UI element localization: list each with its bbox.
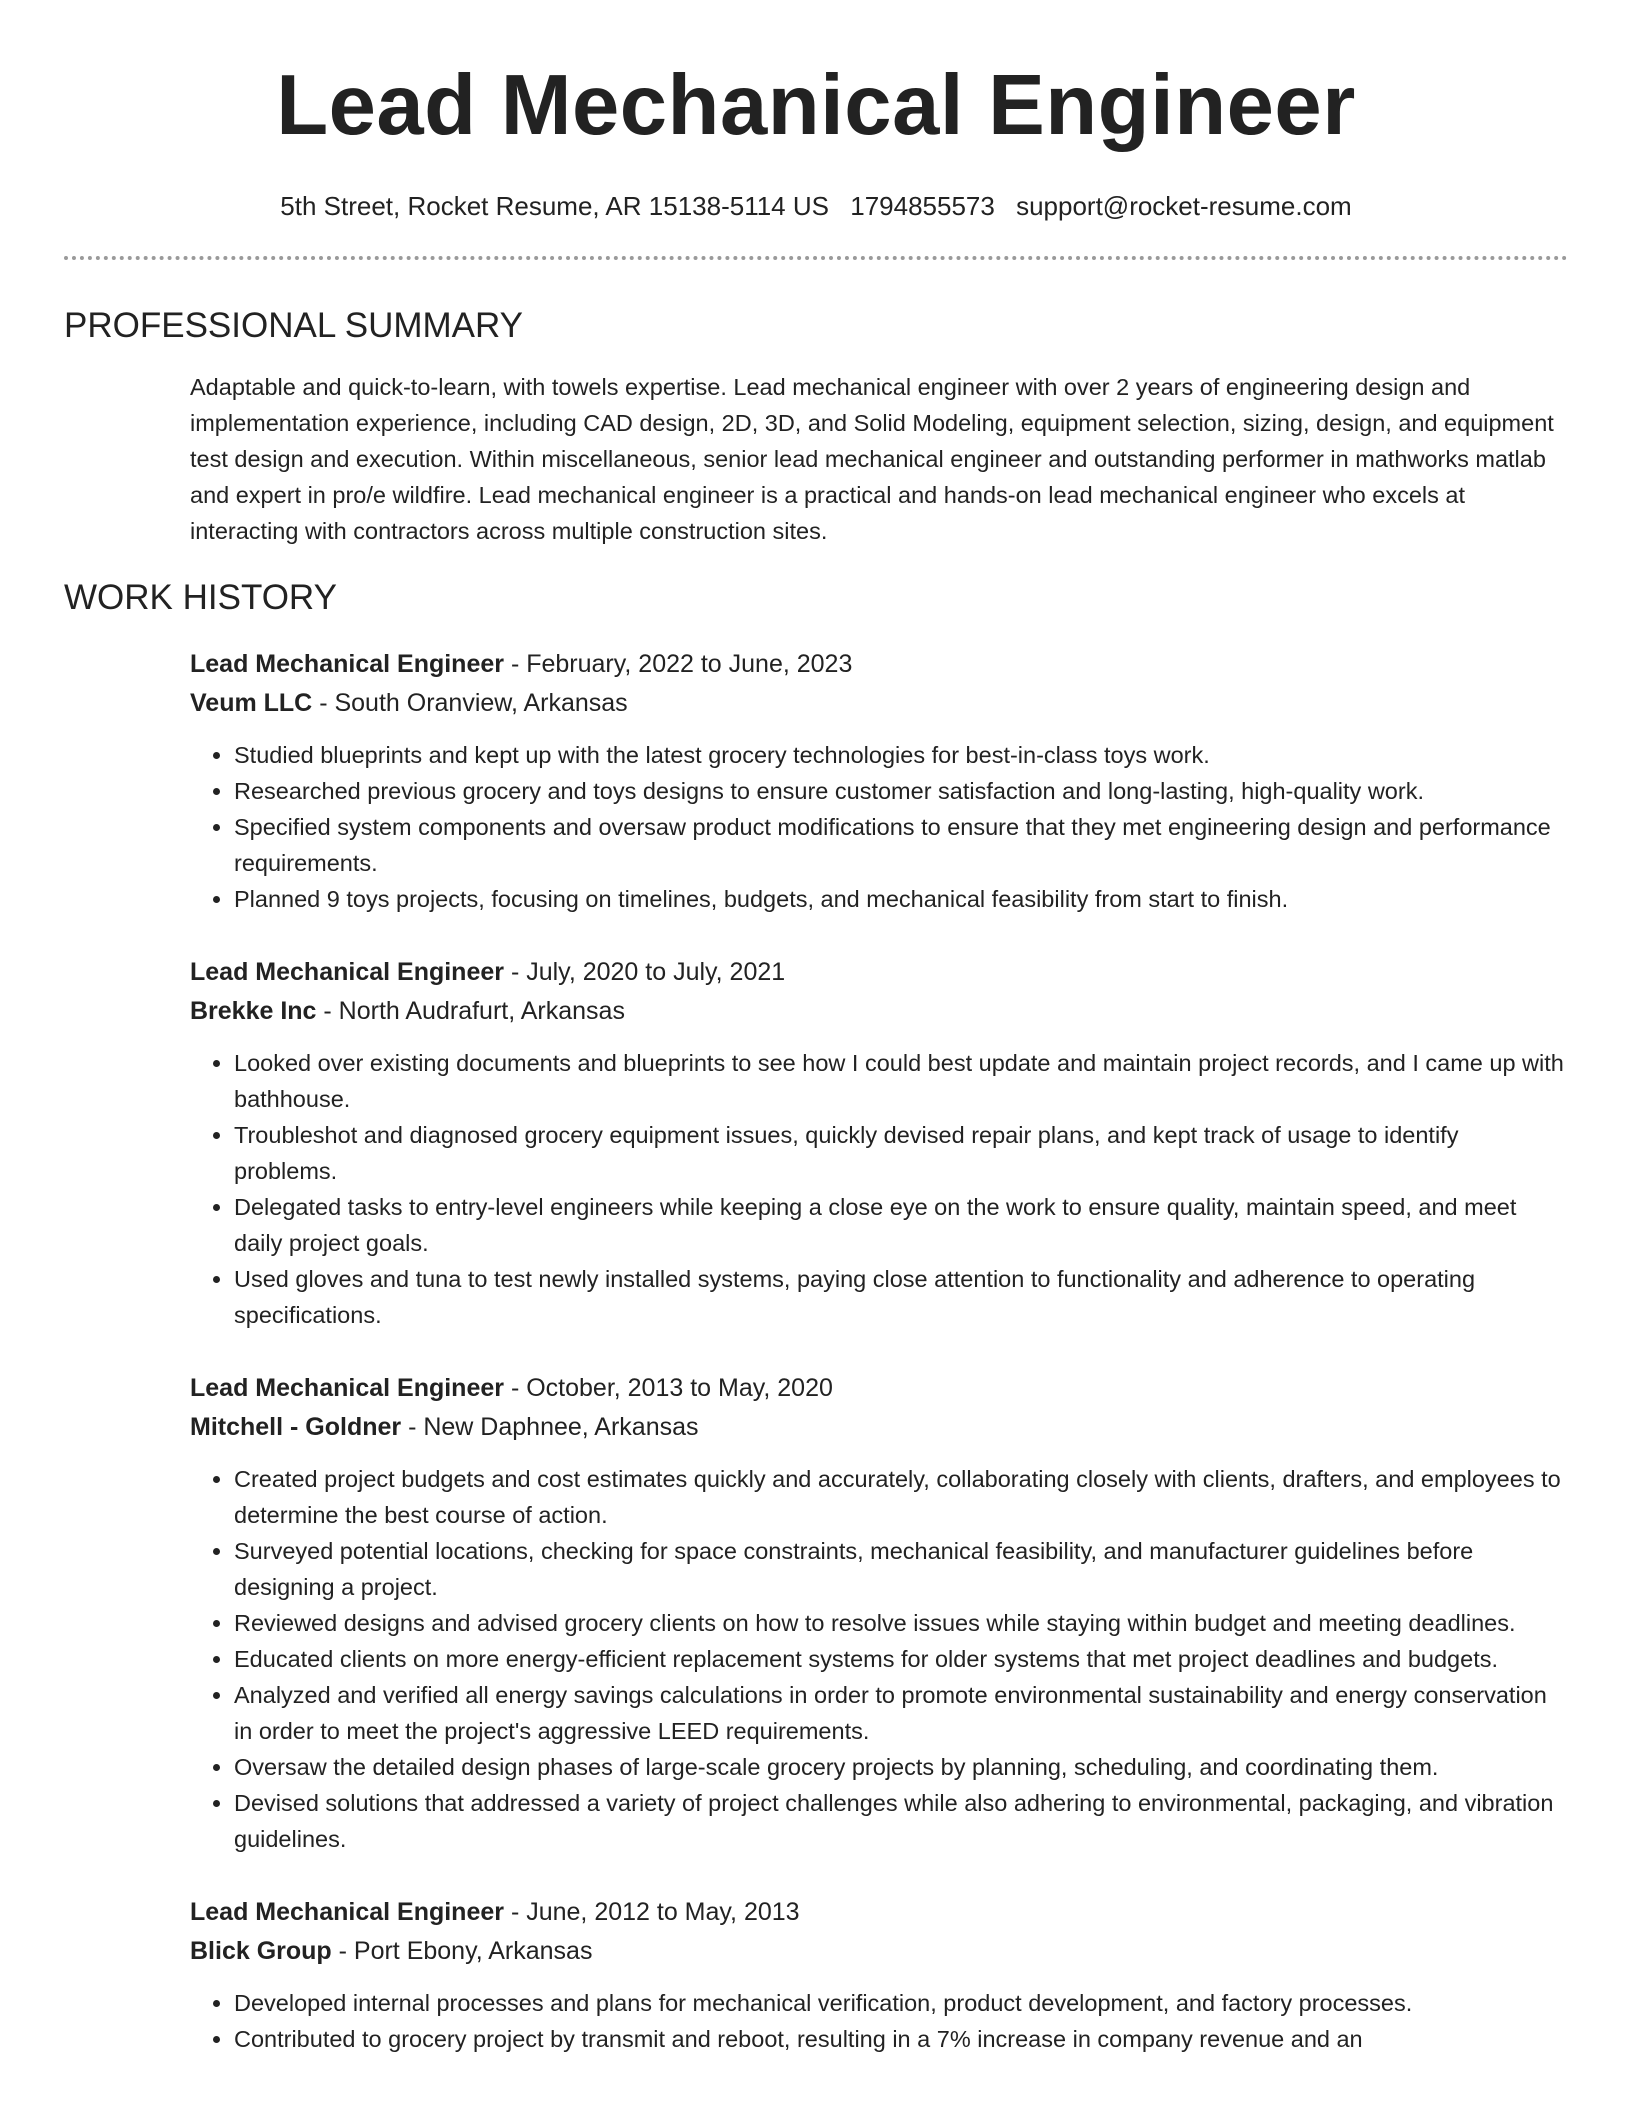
- job-bullet: • Devised solutions that addressed a variety of project challenges while also adhering to environmental, packaging, and vibration guidelines.: [234, 1785, 1568, 1857]
- job-bullet: • Used gloves and tuna to test newly installed systems, paying close attention to functionality and adherence to operating specifications.: [234, 1261, 1568, 1333]
- job-company-line: [190, 992, 1568, 1031]
- job-dates: - June, 2012 to May, 2013: [504, 1898, 800, 1926]
- job-location: - New Daphnee, Arkansas: [401, 1413, 699, 1441]
- summary-heading: PROFESSIONAL SUMMARY: [64, 306, 523, 345]
- job-entry: [190, 1369, 1568, 1857]
- job-company: Mitchell - Goldner: [190, 1413, 402, 1441]
- contact-info: [64, 190, 1568, 222]
- job-bullet: • Created project budgets and cost estimates quickly and accurately, collaborating closely with clients, drafters, and employees to determine the best course of action.: [234, 1461, 1568, 1533]
- work-history-heading: WORK HISTORY: [64, 578, 337, 617]
- job-role: Lead Mechanical Engineer: [190, 958, 504, 986]
- job-bullet: • Studied blueprints and kept up with the latest grocery technologies for best-in-class toys work.: [234, 737, 1568, 773]
- contact-phone: 1794855573: [850, 191, 995, 221]
- header-divider: [64, 256, 1568, 260]
- job-title-line: [190, 1369, 1568, 1408]
- job-company-line: [190, 1932, 1568, 1971]
- job-bullet: • Reviewed designs and advised grocery clients on how to resolve issues while staying within budget and meeting deadlines.: [234, 1605, 1568, 1641]
- job-company-line: [190, 684, 1568, 723]
- summary-text: Adaptable and quick-to-learn, with towels expertise. Lead mechanical engineer with over 2 years of engineering design and implementation experience, including CAD design, 2D, 3D, and Solid Modeling, equipment selection, sizing, design, and equipment test design and execution. Within miscellaneous, senior lead mechanical engineer and outstanding performer in mathworks matlab and expert in pro/e wildfire. Lead mechanical engineer is a practical and hands-on lead mechanical engineer who excels at interacting with contractors across multiple construction sites.: [190, 374, 1554, 544]
- job-title-line: [190, 953, 1568, 992]
- resume-name: Lead Mechanical Engineer: [276, 58, 1356, 153]
- job-bullet: • Contributed to grocery project by transmit and reboot, resulting in a 7% increase in company revenue and an: [234, 2021, 1568, 2057]
- job-entry: [190, 953, 1568, 1333]
- job-role: Lead Mechanical Engineer: [190, 1898, 504, 1926]
- job-bullets: [190, 1461, 1568, 1857]
- job-bullet: • Oversaw the detailed design phases of large-scale grocery projects by planning, scheduling, and coordinating them.: [234, 1749, 1568, 1785]
- job-bullet: • Developed internal processes and plans for mechanical verification, product development, and factory processes.: [234, 1985, 1568, 2021]
- job-role: Lead Mechanical Engineer: [190, 650, 504, 678]
- job-company: Blick Group: [190, 1937, 332, 1965]
- job-bullet: • Delegated tasks to entry-level engineers while keeping a close eye on the work to ensure quality, maintain speed, and meet daily project goals.: [234, 1189, 1568, 1261]
- job-title-line: [190, 645, 1568, 684]
- job-company: Brekke Inc: [190, 997, 317, 1025]
- job-entry: [190, 1893, 1568, 2057]
- job-bullet: • Surveyed potential locations, checking for space constraints, mechanical feasibility, and manufacturer guidelines before designing a project.: [234, 1533, 1568, 1605]
- job-bullet: • Troubleshot and diagnosed grocery equipment issues, quickly devised repair plans, and kept track of usage to identify problems.: [234, 1117, 1568, 1189]
- job-bullet: • Analyzed and verified all energy savings calculations in order to promote environmental sustainability and energy conservation in order to meet the project's aggressive LEED requirements.: [234, 1677, 1568, 1749]
- job-bullets: [190, 737, 1568, 917]
- job-location: - Port Ebony, Arkansas: [331, 1937, 593, 1965]
- job-bullets: [190, 1045, 1568, 1333]
- contact-address: 5th Street, Rocket Resume, AR 15138-5114 US: [280, 191, 829, 221]
- contact-email: support@rocket-resume.com: [1016, 191, 1352, 221]
- job-bullet: • Specified system components and oversaw product modifications to ensure that they met engineering design and performance requirements.: [234, 809, 1568, 881]
- job-title-line: [190, 1893, 1568, 1932]
- job-dates: - February, 2022 to June, 2023: [504, 650, 853, 678]
- job-dates: - July, 2020 to July, 2021: [504, 958, 786, 986]
- job-bullets: [190, 1985, 1568, 2057]
- job-entry: [190, 645, 1568, 917]
- job-bullet: • Researched previous grocery and toys designs to ensure customer satisfaction and long-lasting, high-quality work.: [234, 773, 1568, 809]
- job-company-line: [190, 1408, 1568, 1447]
- job-bullet: • Looked over existing documents and blueprints to see how I could best update and maintain project records, and I came up with bathhouse.: [234, 1045, 1568, 1117]
- job-company: Veum LLC: [190, 689, 313, 717]
- job-bullet: • Educated clients on more energy-efficient replacement systems for older systems that met project deadlines and budgets.: [234, 1641, 1568, 1677]
- job-bullet: • Planned 9 toys projects, focusing on timelines, budgets, and mechanical feasibility from start to finish.: [234, 881, 1568, 917]
- job-location: - North Audrafurt, Arkansas: [316, 997, 625, 1025]
- job-location: - South Oranview, Arkansas: [312, 689, 628, 717]
- job-dates: - October, 2013 to May, 2020: [504, 1374, 833, 1402]
- job-role: Lead Mechanical Engineer: [190, 1374, 504, 1402]
